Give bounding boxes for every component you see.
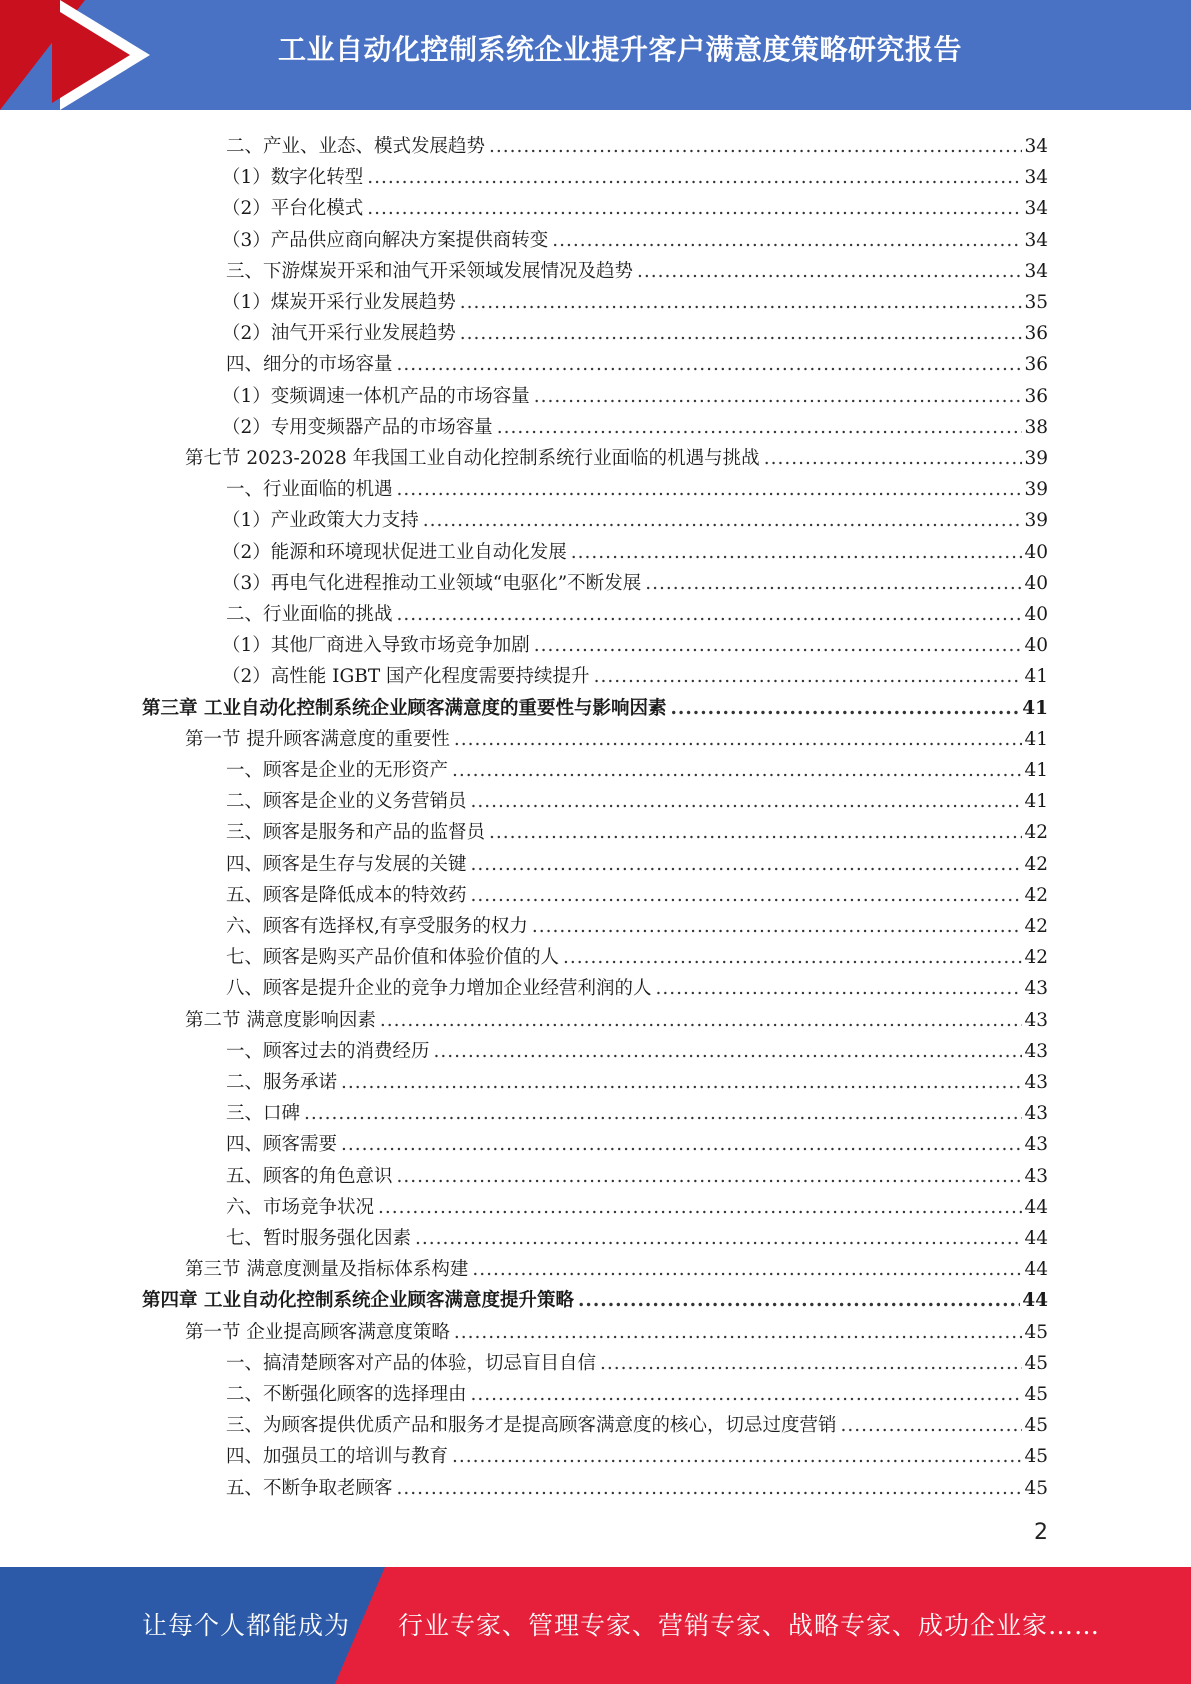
- toc-entry[interactable]: [226, 128, 1048, 159]
- toc-entry[interactable]: [226, 939, 1048, 970]
- page-footer: [0, 1567, 1191, 1684]
- toc-entry[interactable]: [226, 1470, 1048, 1501]
- toc-leader-dots: [423, 509, 1023, 533]
- toc-entry-label: （1）产业政策大力支持: [222, 509, 423, 533]
- toc-entry-label: 五、顾客是降低成本的特效药: [226, 884, 471, 908]
- toc-leader-dots: [578, 1289, 1020, 1313]
- toc-entry[interactable]: [226, 783, 1048, 814]
- toc-entry-label: （2）油气开采行业发展趋势: [222, 322, 460, 346]
- toc-entry-page: 45: [1024, 1446, 1048, 1467]
- toc-entry-page: 43: [1024, 978, 1048, 999]
- toc-entry[interactable]: [185, 1251, 1048, 1282]
- toc-entry-page: 39: [1024, 510, 1048, 531]
- toc-leader-dots: [367, 166, 1022, 190]
- toc-entry-label: （3）产品供应商向解决方案提供商转变: [222, 229, 552, 253]
- toc-leader-dots: [341, 1071, 1022, 1095]
- toc-leader-dots: [452, 1445, 1022, 1469]
- toc-leader-dots: [380, 1009, 1023, 1033]
- toc-entry-label: 第七节 2023-2028 年我国工业自动化控制系统行业面临的机遇与挑战: [185, 447, 764, 471]
- toc-leader-dots: [378, 1196, 1022, 1220]
- toc-entry-label: （1）其他厂商进入导致市场竞争加剧: [222, 634, 534, 658]
- toc-entry-label: 第一节 提升顾客满意度的重要性: [185, 728, 454, 752]
- toc-entry[interactable]: [222, 378, 1048, 409]
- toc-entry[interactable]: [226, 596, 1048, 627]
- footer-slogan-left: 让每个人都能成为: [142, 1611, 351, 1640]
- toc-entry-label: 七、暂时服务强化因素: [226, 1227, 415, 1251]
- toc-entry-page: 42: [1024, 854, 1048, 875]
- toc-leader-dots: [489, 821, 1022, 845]
- toc-entry[interactable]: [226, 346, 1048, 377]
- toc-leader-dots: [434, 1040, 1023, 1064]
- toc-entry[interactable]: [222, 409, 1048, 440]
- toc-entry-page: 41: [1024, 666, 1048, 687]
- header-arrow-inner: [52, 7, 130, 103]
- toc-entry-page: 41: [1024, 729, 1048, 750]
- toc-leader-dots: [397, 478, 1023, 502]
- toc-entry-page: 41: [1022, 698, 1048, 719]
- toc-entry[interactable]: [185, 440, 1048, 471]
- toc-entry-label: 四、顾客是生存与发展的关键: [226, 853, 471, 877]
- toc-leader-dots: [656, 977, 1023, 1001]
- toc-leader-dots: [304, 1102, 1022, 1126]
- toc-entry[interactable]: [226, 970, 1048, 1001]
- toc-entry-page: 45: [1024, 1353, 1048, 1374]
- toc-entry-page: 45: [1024, 1478, 1048, 1499]
- toc-entry-label: 三、顾客是服务和产品的监督员: [226, 821, 489, 845]
- toc-entry-page: 34: [1024, 261, 1048, 282]
- toc-entry[interactable]: [226, 1220, 1048, 1251]
- toc-leader-dots: [497, 416, 1023, 440]
- toc-leader-dots: [415, 1227, 1022, 1251]
- toc-entry[interactable]: [222, 315, 1048, 346]
- toc-entry[interactable]: [226, 846, 1048, 877]
- toc-leader-dots: [552, 229, 1022, 253]
- toc-entry-page: 34: [1024, 136, 1048, 157]
- toc-entry-page: 40: [1024, 635, 1048, 656]
- toc-leader-dots: [532, 915, 1023, 939]
- toc-entry[interactable]: [226, 1126, 1048, 1157]
- toc-entry-page: 40: [1024, 542, 1048, 563]
- toc-leader-dots: [645, 572, 1022, 596]
- toc-leader-dots: [471, 1383, 1023, 1407]
- toc-entry-label: 六、市场竞争状况: [226, 1196, 378, 1220]
- toc-entry-label: 三、口碑: [226, 1102, 304, 1126]
- toc-leader-dots: [472, 1258, 1022, 1282]
- toc-entry-label: 第四章 工业自动化控制系统企业顾客满意度提升策略: [142, 1289, 578, 1313]
- toc-entry[interactable]: [222, 502, 1048, 533]
- toc-entry[interactable]: [142, 690, 1048, 721]
- toc-entry-label: 八、顾客是提升企业的竞争力增加企业经营利润的人: [226, 977, 656, 1001]
- toc-entry-label: 三、为顾客提供优质产品和服务才是提高顾客满意度的核心，切忌过度营销: [226, 1414, 841, 1438]
- toc-entry-page: 44: [1024, 1259, 1048, 1280]
- toc-entry[interactable]: [222, 627, 1048, 658]
- toc-entry-page: 43: [1024, 1103, 1048, 1124]
- toc-leader-dots: [341, 1133, 1022, 1157]
- toc-entry-label: 一、顾客是企业的无形资产: [226, 759, 452, 783]
- toc-leader-dots: [452, 759, 1022, 783]
- toc-entry-page: 34: [1024, 230, 1048, 251]
- toc-entry[interactable]: [185, 721, 1048, 752]
- toc-leader-dots: [764, 447, 1023, 471]
- toc-leader-dots: [489, 135, 1022, 159]
- toc-entry-page: 40: [1024, 604, 1048, 625]
- toc-leader-dots: [471, 884, 1023, 908]
- toc-entry[interactable]: [222, 565, 1048, 596]
- toc-leader-dots: [397, 1477, 1023, 1501]
- toc-leader-dots: [471, 790, 1023, 814]
- toc-entry-page: 39: [1024, 479, 1048, 500]
- toc-leader-dots: [563, 946, 1022, 970]
- toc-entry-page: 45: [1024, 1322, 1048, 1343]
- toc-entry-page: 36: [1024, 354, 1048, 375]
- toc-entry-label: （3）再电气化进程推动工业领域“电驱化”不断发展: [222, 572, 645, 596]
- toc-entry-page: 40: [1024, 573, 1048, 594]
- toc-leader-dots: [460, 322, 1023, 346]
- toc-entry-label: 二、服务承诺: [226, 1071, 341, 1095]
- toc-leader-dots: [454, 1321, 1023, 1345]
- toc-entry-label: 第三节 满意度测量及指标体系构建: [185, 1258, 472, 1282]
- toc-entry-page: 38: [1024, 417, 1048, 438]
- toc-entry-label: 五、顾客的角色意识: [226, 1165, 397, 1189]
- toc-entry-page: 44: [1024, 1197, 1048, 1218]
- toc-entry-page: 45: [1024, 1415, 1048, 1436]
- toc-entry-page: 34: [1024, 198, 1048, 219]
- toc-entry[interactable]: [226, 1438, 1048, 1469]
- toc-entry[interactable]: [222, 222, 1048, 253]
- toc-entry-page: 42: [1024, 885, 1048, 906]
- toc-entry-page: 44: [1024, 1228, 1048, 1249]
- toc-entry-label: 四、细分的市场容量: [226, 353, 397, 377]
- toc-entry-label: （2）高性能 IGBT 国产化程度需要持续提升: [222, 665, 594, 689]
- toc-leader-dots: [571, 541, 1023, 565]
- toc-entry[interactable]: [226, 908, 1048, 939]
- toc-entry-label: （1）煤炭开采行业发展趋势: [222, 291, 460, 315]
- toc-leader-dots: [534, 385, 1023, 409]
- toc-entry[interactable]: [222, 190, 1048, 221]
- toc-entry[interactable]: [222, 159, 1048, 190]
- toc-entry[interactable]: [222, 658, 1048, 689]
- report-title: 工业自动化控制系统企业提升客户满意度策略研究报告: [277, 33, 962, 66]
- toc-entry-page: 44: [1022, 1290, 1048, 1311]
- toc-entry-label: （2）能源和环境现状促进工业自动化发展: [222, 541, 571, 565]
- toc-entry-page: 35: [1024, 292, 1048, 313]
- toc-entry-label: 一、顾客过去的消费经历: [226, 1040, 434, 1064]
- toc-entry-label: 第二节 满意度影响因素: [185, 1009, 380, 1033]
- toc-entry-page: 43: [1024, 1010, 1048, 1031]
- toc-entry-page: 42: [1024, 822, 1048, 843]
- toc-entry[interactable]: [226, 752, 1048, 783]
- toc-entry-label: 一、搞清楚顾客对产品的体验，切忌盲目自信: [226, 1352, 600, 1376]
- toc-leader-dots: [460, 291, 1023, 315]
- toc-leader-dots: [397, 1165, 1023, 1189]
- footer-slogan-right: 行业专家、管理专家、营销专家、战略专家、成功企业家……: [398, 1611, 1101, 1640]
- toc-entry-page: 36: [1024, 323, 1048, 344]
- toc-entry-page: 41: [1024, 791, 1048, 812]
- toc-entry-label: （2）平台化模式: [222, 197, 367, 221]
- toc-entry-label: 二、产业、业态、模式发展趋势: [226, 135, 489, 159]
- toc-entry-label: 七、顾客是购买产品价值和体验价值的人: [226, 946, 563, 970]
- toc-leader-dots: [637, 260, 1022, 284]
- toc-entry-label: 二、不断强化顾客的选择理由: [226, 1383, 471, 1407]
- toc-entry[interactable]: [226, 1095, 1048, 1126]
- toc-entry[interactable]: [142, 1282, 1048, 1313]
- toc-entry[interactable]: [226, 1064, 1048, 1095]
- toc-entry-page: 41: [1024, 760, 1048, 781]
- toc-entry-label: 二、顾客是企业的义务营销员: [226, 790, 471, 814]
- toc-entry-label: 三、下游煤炭开采和油气开采领域发展情况及趋势: [226, 260, 637, 284]
- toc-entry-page: 43: [1024, 1166, 1048, 1187]
- toc-entry-page: 45: [1024, 1384, 1048, 1405]
- toc-entry-label: 四、加强员工的培训与教育: [226, 1445, 452, 1469]
- toc-entry[interactable]: [226, 1158, 1048, 1189]
- toc-entry-label: 第一节 企业提高顾客满意度策略: [185, 1321, 454, 1345]
- toc-entry-label: （1）变频调速一体机产品的市场容量: [222, 385, 534, 409]
- toc-entry[interactable]: [226, 1407, 1048, 1438]
- toc-entry-label: 二、行业面临的挑战: [226, 603, 397, 627]
- toc-leader-dots: [841, 1414, 1023, 1438]
- page-number: 2: [1034, 1520, 1048, 1545]
- toc-entry[interactable]: [185, 1002, 1048, 1033]
- toc-leader-dots: [534, 634, 1023, 658]
- toc-entry-page: 42: [1024, 947, 1048, 968]
- page-header: [0, 0, 1191, 110]
- toc-leader-dots: [594, 665, 1023, 689]
- toc-entry-page: 39: [1024, 448, 1048, 469]
- toc-entry[interactable]: [222, 534, 1048, 565]
- toc-entry[interactable]: [226, 253, 1048, 284]
- toc-entry[interactable]: [226, 471, 1048, 502]
- toc-entry-label: 五、不断争取老顾客: [226, 1477, 397, 1501]
- toc-entry[interactable]: [226, 1345, 1048, 1376]
- toc-leader-dots: [397, 603, 1023, 627]
- toc-entry-label: 一、行业面临的机遇: [226, 478, 397, 502]
- toc-entry-page: 34: [1024, 167, 1048, 188]
- toc-entry-page: 43: [1024, 1041, 1048, 1062]
- toc-leader-dots: [454, 728, 1023, 752]
- toc-entry-label: 第三章 工业自动化控制系统企业顾客满意度的重要性与影响因素: [142, 697, 670, 721]
- toc-entry-page: 43: [1024, 1134, 1048, 1155]
- toc-entry[interactable]: [226, 1033, 1048, 1064]
- toc-entry-label: 四、顾客需要: [226, 1133, 341, 1157]
- toc-entry[interactable]: [226, 814, 1048, 845]
- toc-leader-dots: [600, 1352, 1022, 1376]
- toc-entry-page: 42: [1024, 916, 1048, 937]
- toc-entry-page: 43: [1024, 1072, 1048, 1093]
- toc-entry[interactable]: [226, 877, 1048, 908]
- toc-entry-label: （1）数字化转型: [222, 166, 367, 190]
- toc-entry[interactable]: [226, 1376, 1048, 1407]
- toc-entry[interactable]: [226, 1189, 1048, 1220]
- toc-entry[interactable]: [185, 1314, 1048, 1345]
- toc-entry-page: 36: [1024, 386, 1048, 407]
- toc-leader-dots: [471, 853, 1023, 877]
- toc-leader-dots: [670, 697, 1020, 721]
- toc-entry-label: （2）专用变频器产品的市场容量: [222, 416, 497, 440]
- toc-leader-dots: [367, 197, 1022, 221]
- toc-entry[interactable]: [222, 284, 1048, 315]
- toc-entry-label: 六、顾客有选择权,有享受服务的权力: [226, 915, 532, 939]
- toc-leader-dots: [397, 353, 1023, 377]
